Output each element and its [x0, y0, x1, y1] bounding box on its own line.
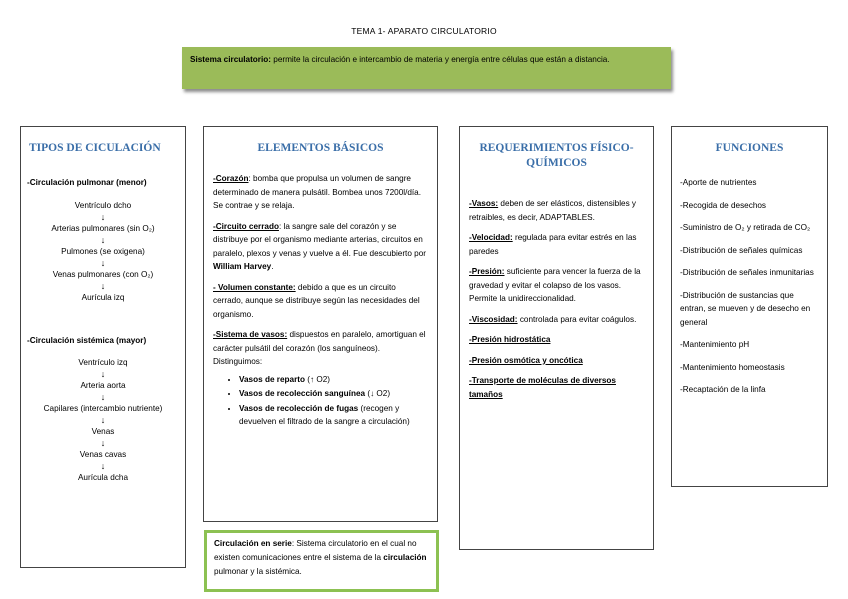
list-item: -Aporte de nutrientes	[680, 178, 757, 187]
req-text: controlada para evitar coágulos.	[517, 314, 637, 324]
volumen-paragraph	[213, 281, 428, 322]
corazon-text: : bomba que propulsa un volumen de sangre determinado de manera pulsátil. Bombea unos 7200l/día. Se contrae y se relaja.	[213, 174, 422, 210]
funciones-box	[671, 126, 828, 487]
list-item	[469, 333, 644, 347]
requerimientos-box	[459, 126, 654, 550]
corazon-term: -Corazón	[213, 174, 249, 183]
flow-step: Aurícula dcha	[77, 473, 129, 482]
flow-step: Capilares (intercambio nutriente)	[43, 404, 163, 413]
list-item: -Distribución de sustancias que entran, se mueven y de desecho en general	[680, 290, 811, 327]
req-text: regulada para evitar estrés en las paredes	[469, 233, 637, 256]
intro-box	[182, 47, 671, 89]
vaso-name: Vasos de recolección de fugas	[239, 403, 359, 413]
vaso-detail: (recogen y devuelven el filtrado de la sangre a circulación)	[239, 403, 410, 426]
list-item	[469, 231, 644, 258]
flow-step: Venas pulmonares (con O₂)	[52, 269, 154, 279]
tipos-title: TIPOS DE CICULACIÓN	[29, 142, 161, 154]
req-term: -Presión osmótica y oncótica	[469, 355, 583, 365]
tipos-box	[20, 126, 186, 568]
list-item	[239, 402, 428, 429]
arrow-down-icon: ↓	[100, 392, 106, 402]
vaso-name: Vasos de recolección sanguínea	[239, 389, 366, 398]
sistemica-heading: -Circulación sistémica (mayor)	[27, 335, 147, 345]
flow-step: Ventrículo dcho	[74, 200, 132, 210]
req-term: -Velocidad:	[469, 233, 513, 242]
req-term: -Viscosidad:	[469, 314, 518, 324]
arrow-down-icon: ↓	[100, 280, 106, 291]
funciones-list	[680, 176, 819, 397]
circuito-term: -Circuito cerrado	[213, 221, 279, 231]
elementos-title: ELEMENTOS BÁSICOS	[257, 142, 384, 154]
pulmonar-heading: -Circulación pulmonar (menor)	[27, 178, 147, 187]
list-item: -Recogida de desechos	[680, 200, 767, 210]
list-item	[469, 354, 644, 368]
flow-step: Pulmones (se oxigena)	[61, 246, 145, 256]
intro-text: permite la circulación e intercambio de materia y energía entre células que están a distancia.	[271, 55, 610, 64]
vaso-name: Vasos de reparto	[239, 374, 305, 384]
flow-step: Ventrículo izq	[78, 358, 128, 367]
vasos-paragraph	[213, 328, 428, 369]
sistemica-flow	[21, 356, 185, 484]
corazon-paragraph	[213, 172, 428, 213]
flow-step: Venas cavas	[79, 450, 127, 459]
arrow-down-icon: ↓	[100, 369, 106, 379]
list-item	[469, 265, 644, 306]
serie-text2: pulmonar y la sistémica.	[214, 567, 302, 576]
list-item: -Mantenimiento homeostasis	[680, 362, 785, 372]
arrow-down-icon: ↓	[100, 234, 106, 245]
requerimientos-title: REQUERIMIENTOS FÍSICO-QUÍMICOS	[479, 142, 634, 169]
intro-term: Sistema circulatorio:	[190, 55, 271, 64]
list-item: -Distribución de señales químicas	[680, 245, 803, 255]
vasos-term: -Sistema de vasos:	[213, 330, 288, 339]
vaso-detail: (↑ O2)	[304, 374, 331, 384]
list-item	[469, 197, 644, 224]
volumen-term: - Volumen constante:	[213, 282, 296, 292]
circuito-paragraph	[213, 220, 428, 274]
arrow-down-icon: ↓	[100, 461, 106, 471]
list-item	[239, 373, 428, 387]
arrow-down-icon: ↓	[100, 415, 106, 425]
page-title: TEMA 1- APARATO CIRCULATORIO	[351, 26, 497, 36]
circuito-text: : la sangre sale del corazón y se distribuye por el organismo mediante arterias, circuitos en paralelo, plexos y venas y vuelve a él. Fue descubierto por	[213, 221, 426, 258]
flow-step: Arterias pulmonares (sin O₂)	[51, 223, 155, 233]
req-term: -Transporte de moléculas de diversos tamaños	[469, 376, 616, 399]
vaso-detail: (↓ O2)	[365, 389, 391, 398]
circuito-author: William Harvey	[213, 262, 272, 271]
elementos-box	[203, 126, 438, 522]
req-term: -Presión:	[469, 267, 505, 276]
req-text: deben de ser elásticos, distensibles y retraibles, es decir, ADAPTABLES.	[469, 199, 637, 222]
serie-term2: circulación	[383, 553, 427, 562]
list-item: -Recaptación de la linfa	[680, 385, 766, 394]
flow-step: Aurícula izq	[81, 292, 125, 302]
list-item	[239, 387, 428, 401]
list-item: -Suministro de O₂ y retirada de CO₂	[680, 223, 811, 232]
list-item: -Mantenimiento pH	[680, 340, 750, 349]
vasos-list	[213, 373, 428, 429]
vasos-text: dispuestos en paralelo, amortiguan el carácter pulsátil del corazón (los sanguíneos). Distinguimos:	[213, 330, 426, 366]
arrow-down-icon: ↓	[100, 211, 106, 222]
pulmonar-flow	[21, 199, 185, 304]
funciones-title: FUNCIONES	[715, 142, 784, 154]
arrow-down-icon: ↓	[100, 257, 106, 268]
requerimientos-list	[469, 197, 644, 401]
arrow-down-icon: ↓	[100, 438, 106, 448]
volumen-text: debido a que es un circuito cerrado, aunque se distribuye según las necesidades del organismo.	[213, 282, 420, 319]
list-item	[469, 313, 644, 327]
req-term: -Vasos:	[469, 199, 499, 208]
req-term: -Presión hidrostática	[469, 335, 551, 344]
list-item	[469, 374, 644, 401]
req-text: suficiente para vencer la fuerza de la gravedad y evitar el colapso de los vasos. Permite la unidireccionalidad.	[469, 267, 641, 303]
flow-step: Arteria aorta	[80, 381, 126, 390]
list-item: -Distribución de señales inmunitarias	[680, 268, 814, 277]
circuito-end: .	[271, 262, 274, 271]
serie-box	[204, 530, 439, 592]
serie-term: Circulación en serie	[214, 539, 292, 548]
flow-step: Venas	[91, 427, 115, 436]
serie-text: : Sistema circulatorio en el cual no existen comunicaciones entre el sistema de la	[214, 539, 417, 562]
